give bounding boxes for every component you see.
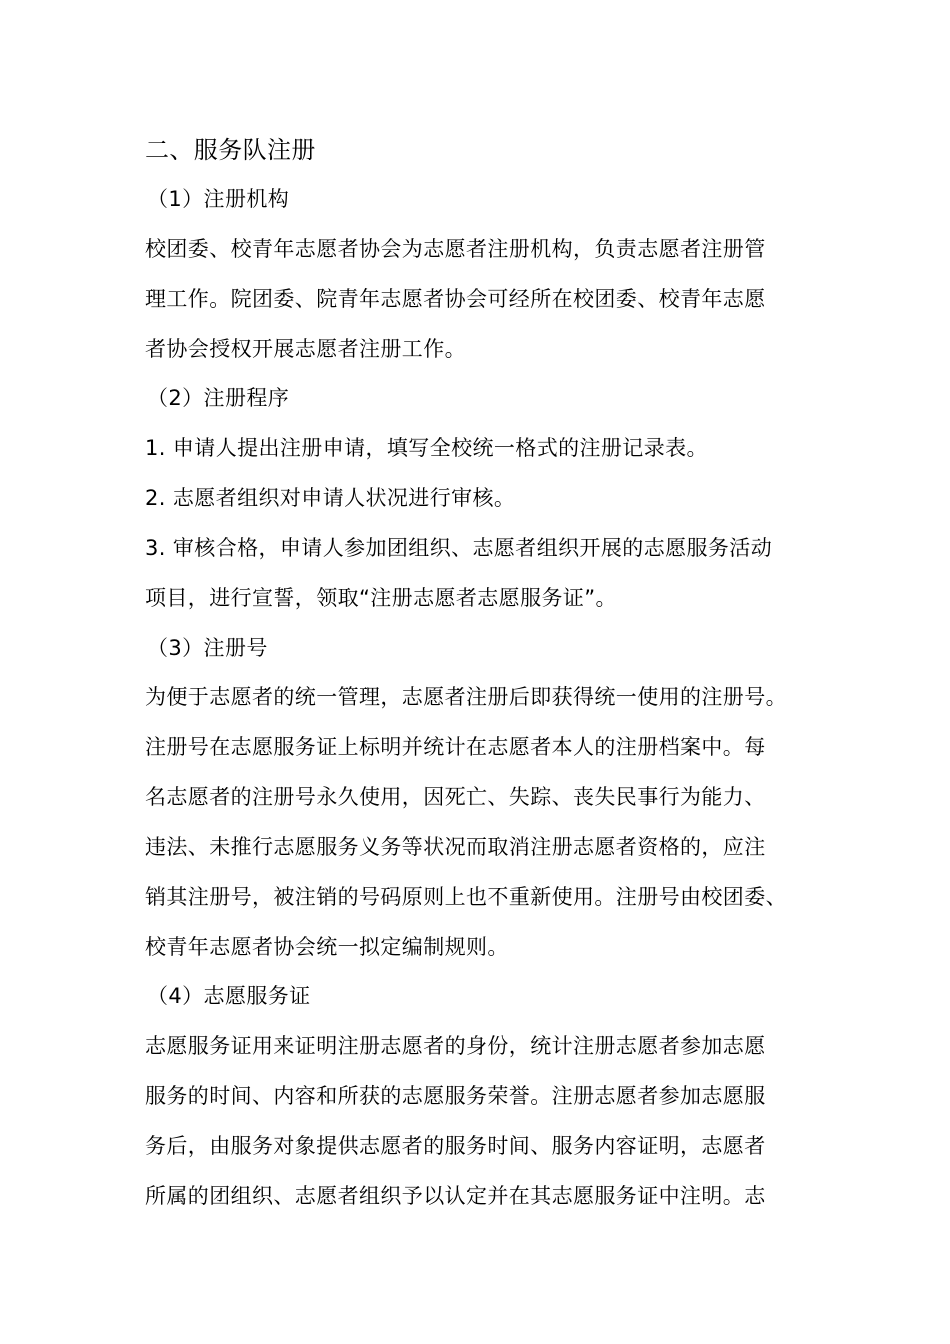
list-item: 3. 审核合格，申请人参加团组织、志愿者组织开展的志愿服务活动 <box>145 536 773 560</box>
paragraph-line: 注册号在志愿服务证上标明并统计在志愿者本人的注册档案中。每 <box>145 735 766 759</box>
list-item: 1. 申请人提出注册申请，填写全校统一格式的注册记录表。 <box>145 436 708 460</box>
paragraph-line: 销其注册号，被注销的号码原则上也不重新使用。注册号由校团委、 <box>145 885 787 909</box>
paragraph-line: 所属的团组织、志愿者组织予以认定并在其志愿服务证中注明。志 <box>145 1184 766 1208</box>
paragraph-line: 名志愿者的注册号永久使用，因死亡、失踪、丧失民事行为能力、 <box>145 785 766 809</box>
paragraph-line: 违法、未推行志愿服务义务等状况而取消注册志愿者资格的，应注 <box>145 835 766 859</box>
paragraph-line: 校团委、校青年志愿者协会为志愿者注册机构，负责志愿者注册管 <box>145 237 766 261</box>
paragraph-line: 校青年志愿者协会统一拟定编制规则。 <box>145 935 509 959</box>
list-item: 2. 志愿者组织对申请人状况进行审核。 <box>145 486 516 510</box>
paragraph-line: 理工作。院团委、院青年志愿者协会可经所在校团委、校青年志愿 <box>145 287 766 311</box>
list-item-continuation: 项目，进行宣誓，领取“注册志愿者志愿服务证”。 <box>145 586 617 610</box>
subsection-title-registration-number: （3）注册号 <box>147 636 268 660</box>
paragraph-line: 务后，由服务对象提供志愿者的服务时间、服务内容证明，志愿者 <box>145 1134 766 1158</box>
paragraph-line: 为便于志愿者的统一管理，志愿者注册后即获得统一使用的注册号。 <box>145 685 787 709</box>
paragraph-line: 服务的时间、内容和所获的志愿服务荣誉。注册志愿者参加志愿服 <box>145 1084 766 1108</box>
paragraph-line: 者协会授权开展志愿者注册工作。 <box>145 337 466 361</box>
subsection-title-registration-agency: （1）注册机构 <box>147 187 290 211</box>
subsection-title-service-certificate: （4）志愿服务证 <box>147 984 311 1008</box>
section-heading: 二、服务队注册 <box>145 136 316 164</box>
subsection-title-registration-procedure: （2）注册程序 <box>147 386 290 410</box>
paragraph-line: 志愿服务证用来证明注册志愿者的身份，统计注册志愿者参加志愿 <box>145 1034 766 1058</box>
